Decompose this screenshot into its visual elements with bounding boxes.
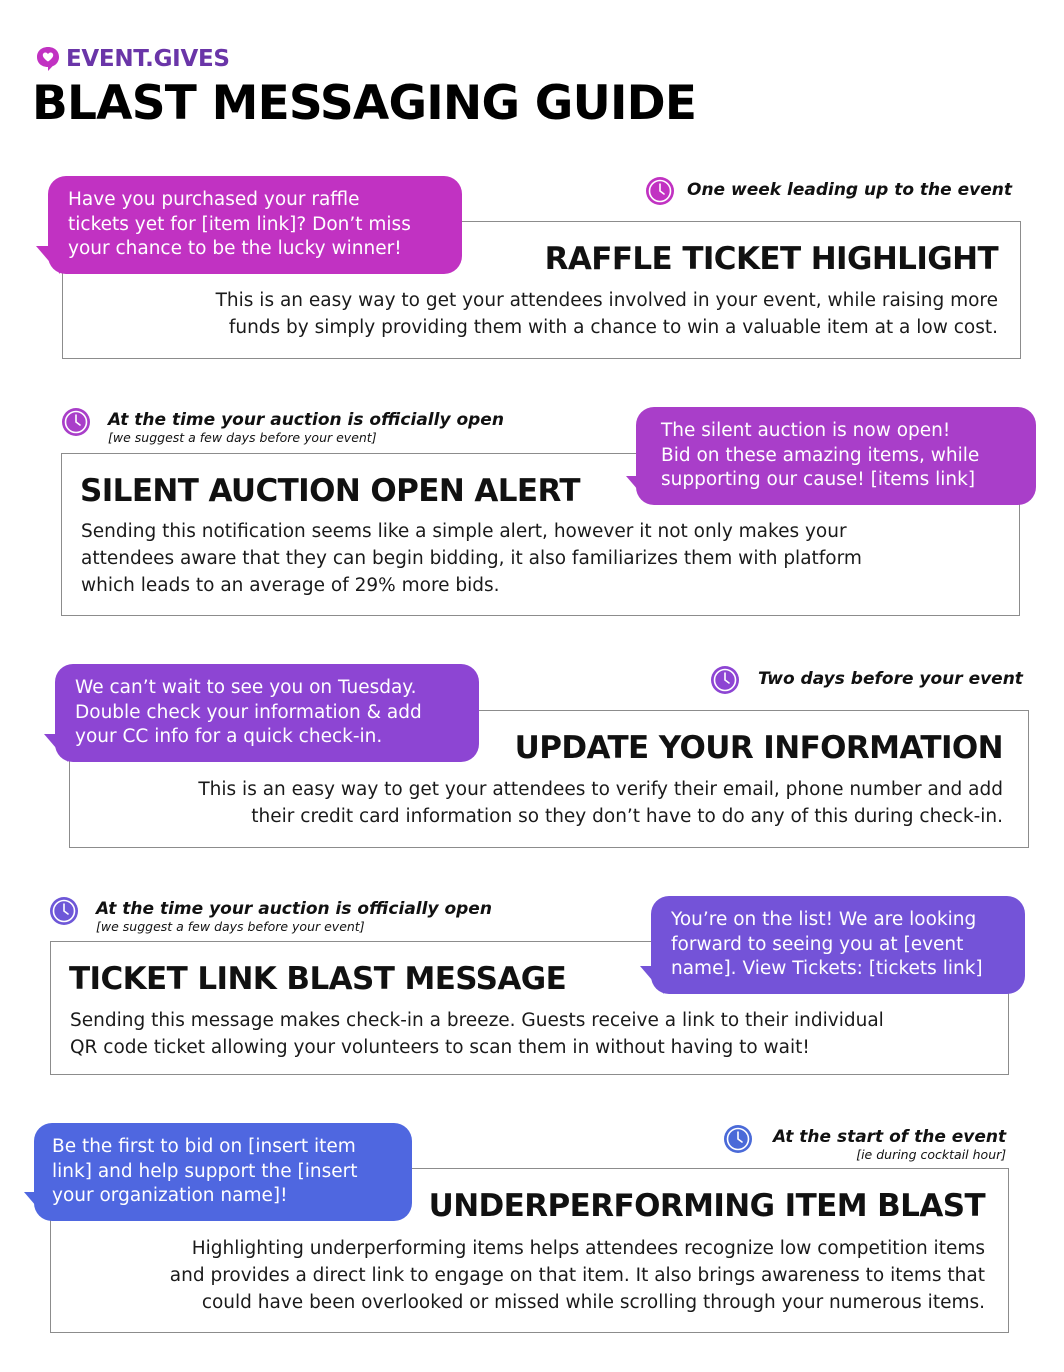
- message-bubble: The silent auction is now open! Bid on these amazing items, while supporting our cause! [items link]: [636, 407, 1036, 505]
- section-description: Sending this message makes check-in a breeze. Guests receive a link to their individual QR code ticket allowing your volunteers to scan them in without having to wait!: [70, 1010, 884, 1058]
- section-description: Sending this notification seems like a simple alert, however it not only makes your attendees aware that they can begin bidding, it also familiarizes them with platform which leads to an average of 29% more bids.: [81, 521, 862, 596]
- timing-text: At the time your auction is officially open: [96, 899, 492, 919]
- clock-icon: [645, 176, 675, 206]
- brand-name: EVENT.GIVES: [66, 46, 230, 72]
- clock-icon: [710, 665, 740, 695]
- chat-heart-icon: [36, 46, 60, 72]
- timing-label: [710, 665, 1023, 695]
- message-bubble: You’re on the list! We are looking forward to seeing you at [event name]. View Tickets: [tickets link]: [651, 896, 1025, 994]
- timing-text: At the time your auction is officially open: [108, 410, 504, 430]
- clock-icon: [61, 407, 91, 437]
- message-bubble: Be the first to bid on [insert item link] and help support the [insert your organization name]!: [34, 1123, 412, 1221]
- section-heading: UPDATE YOUR INFORMATION: [514, 730, 1003, 766]
- clock-icon: [723, 1124, 753, 1154]
- timing-text: At the start of the event: [773, 1127, 1007, 1147]
- timing-note: [we suggest a few days before your event]: [108, 430, 377, 445]
- section-description: This is an easy way to get your attendees involved in your event, while raising more funds by simply providing them with a chance to win a valuable item at a low cost.: [215, 290, 998, 338]
- message-bubble: We can’t wait to see you on Tuesday. Double check your information & add your CC info for a quick check-in.: [55, 664, 479, 762]
- timing-label: [723, 1124, 1006, 1162]
- section-description: This is an easy way to get your attendees to verify their email, phone number and add their credit card information so they don’t have to do any of this during check-in.: [198, 779, 1003, 827]
- timing-note: [ie during cocktail hour]: [856, 1147, 1007, 1162]
- timing-label: [49, 896, 492, 934]
- timing-text: One week leading up to the event: [687, 180, 1012, 200]
- section-heading: RAFFLE TICKET HIGHLIGHT: [544, 241, 998, 277]
- section-heading: SILENT AUCTION OPEN ALERT: [80, 473, 580, 509]
- section-heading: UNDERPERFORMING ITEM BLAST: [428, 1188, 985, 1224]
- brand-logo: [36, 44, 230, 74]
- timing-label: [61, 407, 504, 445]
- section-description: Highlighting underperforming items helps attendees recognize low competition items and provides a direct link to engage on that item. It also brings awareness to items that could have been overlooked or missed while scrolling through your numerous items.: [169, 1238, 985, 1313]
- timing-label: [645, 176, 1012, 206]
- timing-text: Two days before your event: [758, 669, 1023, 689]
- clock-icon: [49, 896, 79, 926]
- page-title: BLAST MESSAGING GUIDE: [32, 76, 697, 131]
- timing-note: [we suggest a few days before your event]: [96, 919, 365, 934]
- section-heading: TICKET LINK BLAST MESSAGE: [69, 961, 567, 997]
- message-bubble: Have you purchased your raffle tickets yet for [item link]? Don’t miss your chance to be the lucky winner!: [48, 176, 462, 274]
